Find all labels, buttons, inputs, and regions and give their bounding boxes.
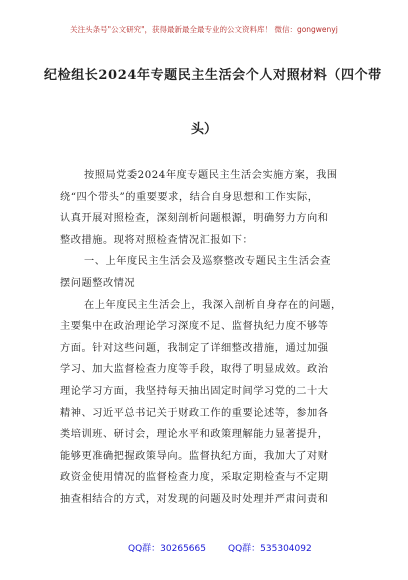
body-line: 整改措施。现将对照检查情况汇报如下： bbox=[60, 234, 254, 246]
document-title: 纪检组长2024年专题民主生活会个人对照材料（四个带 bbox=[44, 68, 382, 83]
footer-qq-group-1: QQ群：30265665 bbox=[128, 544, 206, 554]
body-line: 类培训班、研讨会，理论水平和政策理解能力显著提升， bbox=[60, 429, 329, 441]
section-heading: 一、上年度民主生活会及巡察整改专题民主生活会查 bbox=[84, 256, 331, 268]
body-line: 理论学习方面，我坚持每天抽出固定时间学习党的二十大 bbox=[60, 385, 329, 397]
document-title-continued: 头） bbox=[190, 122, 217, 137]
body-line: 抽查相结合的方式，对发现的问题及时处理并严肃问责和 bbox=[60, 493, 329, 505]
footer-qq-group-2: QQ群：535304092 bbox=[228, 544, 312, 554]
body-line: 认真开展对照检查，深刻剖析问题根源，明确努力方向和 bbox=[60, 213, 329, 225]
body-line: 学习、加大监督检查力度等手段，取得了明显成效。政治 bbox=[60, 364, 329, 376]
body-line: 方面。针对这些问题，我制定了详细整改措施，通过加强 bbox=[60, 342, 329, 354]
section-heading-continued: 摆问题整改情况 bbox=[60, 277, 136, 289]
body-line: 主要集中在政治理论学习深度不足、监督执纪力度不够等 bbox=[60, 321, 329, 333]
body-line: 精神、习近平总书记关于财政工作的重要论述等，参加各 bbox=[60, 407, 329, 419]
body-line: 能够更准确把握政策导向。监督执纪方面，我加大了对财 bbox=[60, 450, 329, 462]
document-body bbox=[60, 165, 358, 511]
body-line: 政资金使用情况的监督检查力度，采取定期检查与不定期 bbox=[60, 472, 329, 484]
header-banner: 关注头条号"公文研究"，获得最新最全最专业的公文资料库！ 微信：gongwenyj bbox=[70, 25, 338, 34]
body-line: 按照局党委2024年度专题民主生活会实施方案，我围 bbox=[84, 170, 338, 181]
body-line: 绕“四个带头”的重要要求，结合自身思想和工作实际， bbox=[60, 191, 319, 203]
body-line: 在上年度民主生活会上，我深入剖析自身存在的问题， bbox=[84, 299, 342, 311]
